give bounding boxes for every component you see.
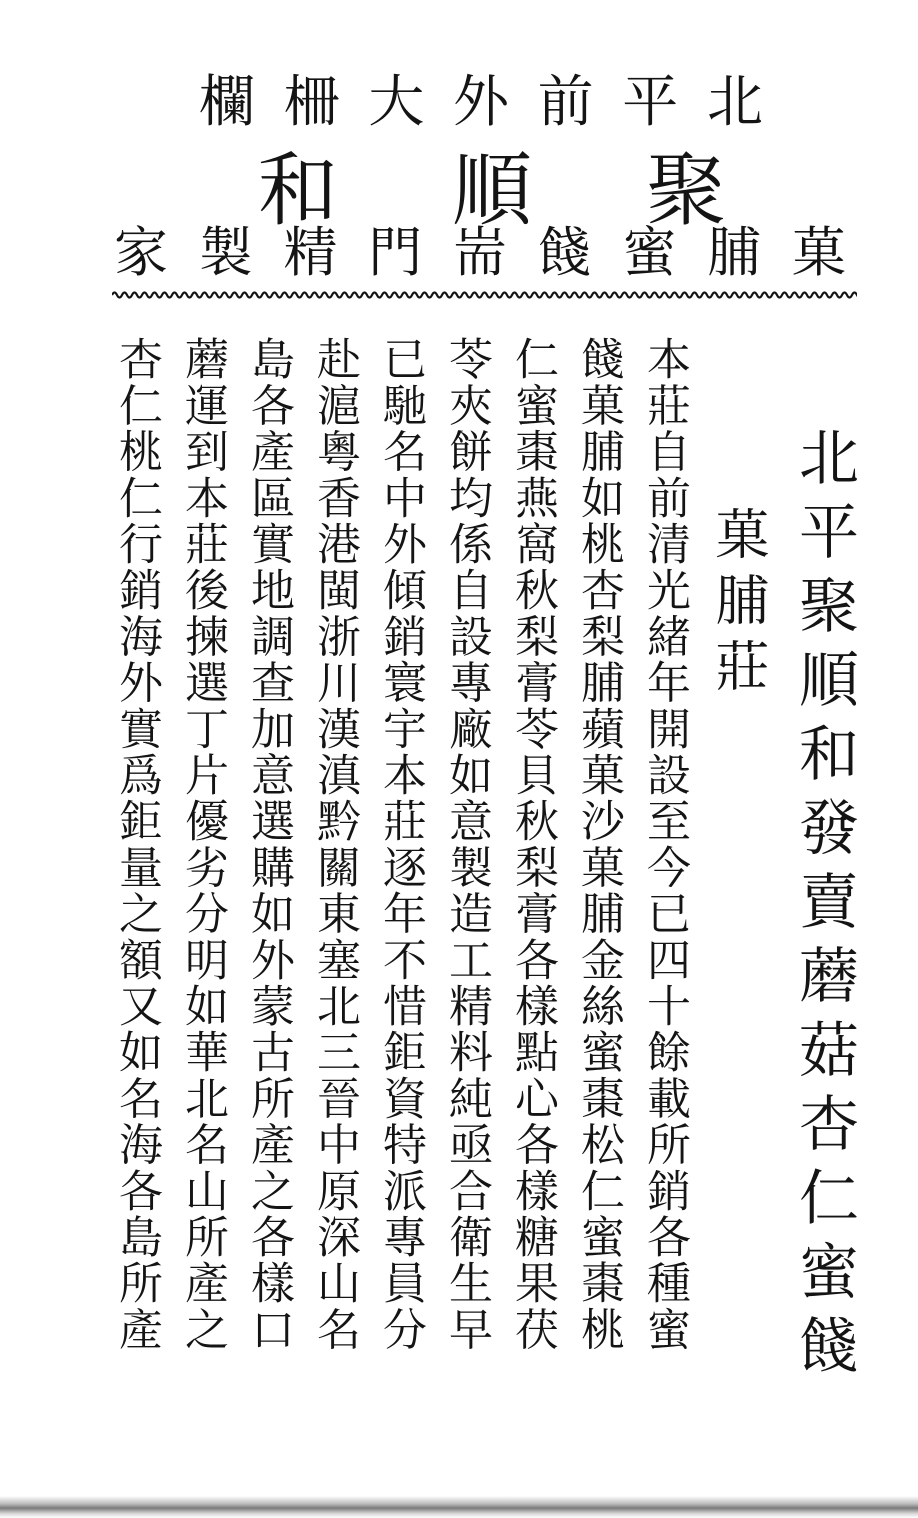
header-char: 精 <box>283 221 338 284</box>
header-char: 蜜 <box>622 221 677 284</box>
body-column: 已馳名中外傾銷寰宇本莊逐年不惜鉅資特派專員分 <box>375 336 426 1353</box>
header-char: 聚 <box>646 144 726 237</box>
header-char: 餞 <box>537 221 592 284</box>
header-char: 北 <box>706 70 763 135</box>
wavy-divider <box>112 288 857 302</box>
header-char: 欄 <box>199 70 255 135</box>
header-char: 平 <box>622 70 679 135</box>
header-char: 前 <box>537 70 594 135</box>
header-char: 耑 <box>453 221 507 284</box>
body-column: 島各產區實地調查加意選購如外蒙古所產之各樣口 <box>243 336 294 1353</box>
body-column: 本莊自前清光緒年開設至今已四十餘載所銷各種蜜 <box>639 336 690 1353</box>
header-char: 柵 <box>283 70 340 135</box>
body-column: 餞菓脯如桃杏梨脯蘋菓沙菓脯金絲蜜棗松仁蜜棗桃 <box>573 336 624 1353</box>
body-column: 蘑運到本莊後揀選丁片優劣分明如華北名山所產之 <box>177 336 228 1353</box>
body-column: 仁蜜棗燕窩秋梨膏苓貝秋梨膏各樣點心各樣糖果茯 <box>507 336 558 1353</box>
scan-edge <box>0 1496 918 1518</box>
column-subtitle: 菓脯莊 <box>707 506 770 704</box>
header-char: 脯 <box>707 221 762 284</box>
header-char: 和 <box>258 144 338 237</box>
header-char: 順 <box>452 144 532 237</box>
body-column: 赴滬粵香港閩浙川漢滇黔關東塞北三晉中原深山名 <box>309 336 360 1353</box>
header-char: 外 <box>452 70 509 135</box>
body-column: 苓夾餅均係自設專廠如意製造工精料純亟合衛生早 <box>441 336 492 1353</box>
body-column: 杏仁桃仁行銷海外實爲鉅量之額又如名海各島所產 <box>111 336 162 1353</box>
column-title: 北平聚順和發賣蘑菇杏仁蜜餞 <box>789 426 859 1388</box>
header-char: 製 <box>198 221 253 284</box>
header-char: 大 <box>368 70 425 135</box>
header-char: 菓 <box>792 221 846 284</box>
header-char: 門 <box>368 221 423 284</box>
header-slogan <box>0 210 918 286</box>
header-char: 家 <box>114 221 168 284</box>
